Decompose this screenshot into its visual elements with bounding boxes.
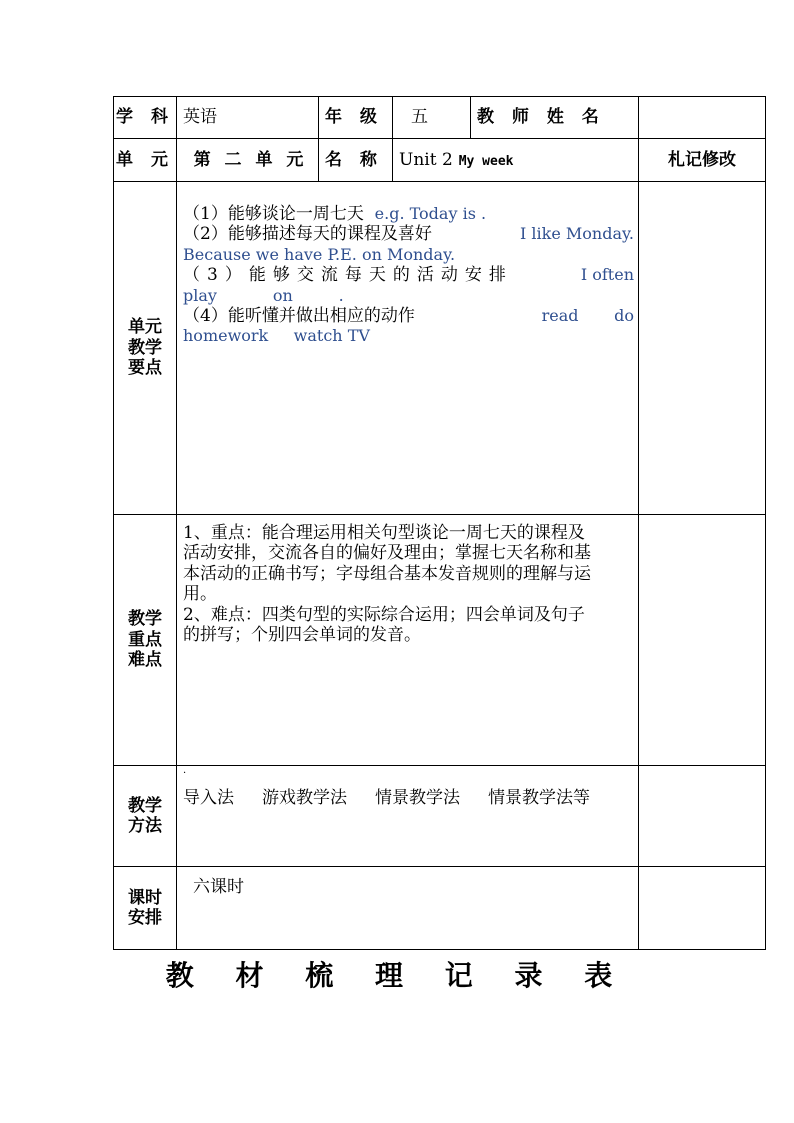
method-item: 情景教学法 — [375, 788, 460, 808]
method-item: 情景教学法等 — [488, 788, 590, 808]
key-points-label — [114, 182, 177, 515]
notes-label: 札记修改 — [639, 139, 766, 182]
difficulty-line: 的拼写；个别四会单词的发音。 — [183, 624, 421, 645]
unit-name-value — [393, 139, 639, 182]
key-points-label-line: 单元 — [128, 317, 162, 338]
key-points-label-line: 教学 — [128, 337, 162, 358]
lesson-plan-table — [113, 96, 766, 950]
unit-label: 单 元 — [114, 139, 177, 182]
teacher-value — [639, 97, 766, 139]
methods-list — [183, 788, 634, 808]
notes-cell — [639, 867, 766, 950]
subject-value: 英语 — [177, 97, 319, 139]
unit-name-part1: Unit 2 — [399, 149, 453, 170]
schedule-label-line: 课时 — [128, 887, 162, 908]
key-point-line: （3）能够交流每天的活动安排 I often — [183, 265, 634, 286]
difficulties-content — [177, 515, 639, 766]
schedule-row — [114, 867, 766, 950]
unit-name-part2: My week — [458, 153, 514, 169]
notes-cell — [639, 515, 766, 766]
teacher-label: 教 师 姓 名 — [471, 97, 639, 139]
method-item: 游戏教学法 — [262, 788, 347, 808]
subject-label: 学 科 — [114, 97, 177, 139]
key-point-line: （1）能够谈论一周七天 e.g. Today is . — [183, 204, 487, 224]
difficulties-label-line: 难点 — [128, 650, 162, 671]
key-point-line: （4）能听懂并做出相应的动作 read do — [183, 305, 634, 326]
key-point-line: play on . — [183, 285, 344, 305]
notes-cell — [639, 182, 766, 515]
name-label: 名 称 — [319, 139, 393, 182]
difficulties-row — [114, 515, 766, 766]
methods-label-line: 教学 — [128, 795, 162, 816]
key-point-line: homework watch TV — [183, 326, 370, 346]
lesson-plan-sheet — [113, 96, 765, 950]
key-point-line: （2）能够描述每天的课程及喜好 I like Monday. — [183, 224, 634, 245]
notes-cell — [639, 766, 766, 867]
difficulty-line: 1、重点：能合理运用相关句型谈论一周七天的课程及 — [183, 523, 585, 543]
method-item: 导入法 — [183, 788, 234, 808]
header-row — [114, 97, 766, 139]
key-point-line: Because we have P.E. on Monday. — [183, 244, 456, 264]
unit-value: 第 二 单 元 — [177, 139, 319, 182]
difficulties-label — [114, 515, 177, 766]
difficulties-label-line: 重点 — [128, 629, 162, 650]
methods-label-line: 方法 — [128, 816, 162, 836]
methods-label — [114, 766, 177, 867]
schedule-label — [114, 867, 177, 950]
schedule-content: 六课时 — [177, 867, 639, 950]
difficulty-line: 本活动的正确书写；字母组合基本发音规则的理解与运 — [183, 563, 591, 584]
methods-row — [114, 766, 766, 867]
methods-dot: · — [183, 768, 187, 779]
key-points-row — [114, 182, 766, 515]
schedule-label-line: 安排 — [128, 908, 162, 928]
key-points-label-line: 要点 — [128, 358, 162, 379]
footer-title: 教 材 梳 理 记 录 表 — [165, 959, 629, 992]
key-points-content — [177, 182, 639, 515]
difficulty-line: 用。 — [183, 584, 217, 605]
grade-value: 五 — [393, 97, 471, 139]
difficulty-line: 2、难点：四类句型的实际综合运用；四会单词及句子 — [183, 604, 585, 625]
unit-row — [114, 139, 766, 182]
methods-content — [177, 766, 639, 867]
difficulty-line: 活动安排，交流各自的偏好及理由；掌握七天名称和基 — [183, 543, 591, 564]
grade-label: 年 级 — [319, 97, 393, 139]
difficulties-label-line: 教学 — [128, 609, 162, 630]
